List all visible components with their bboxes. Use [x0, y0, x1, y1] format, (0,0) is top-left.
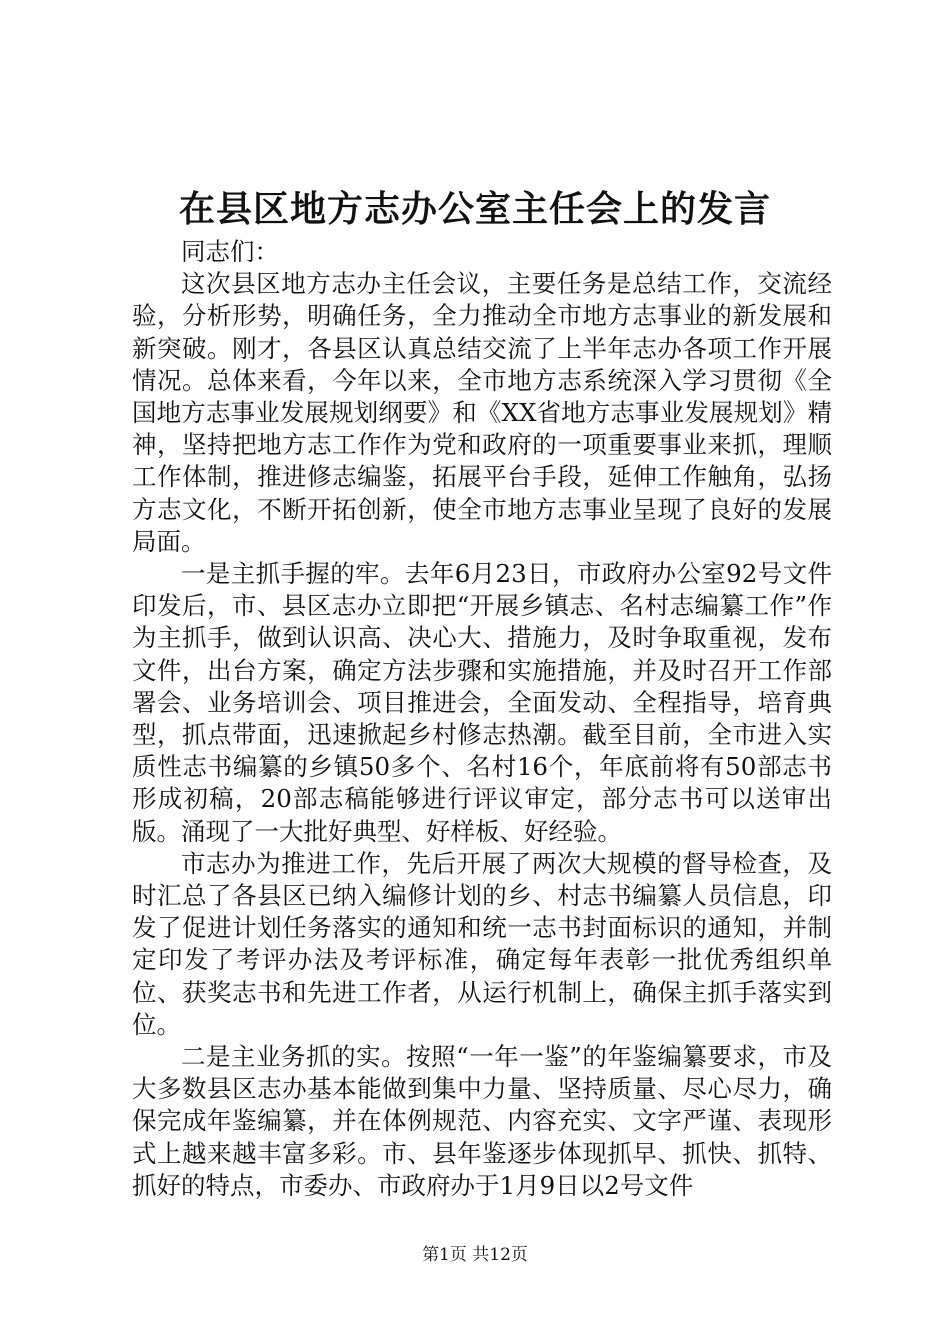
document-body [132, 236, 832, 1202]
paragraph-point-one: 一是主抓手握的牢。去年6月23日，市政府办公室92号文件印发后，市、县区志办立即把“开展乡镇志、名村志编纂工作”作为主抓手，做到认识高、决心大、措施力，及时争取重视，发布文件，出台方案，确定方法步骤和实施措施，并及时召开工作部署会、业务培训会、项目推进会，全面发动、全程指导，培育典型，抓点带面，迅速掀起乡村修志热潮。截至目前，全市进入实质性志书编纂的乡镇50多个、名村16个，年底前将有50部志书形成初稿，20部志稿能够进行评议审定，部分志书可以送审出版。涌现了一大批好典型、好样板、好经验。 [132, 559, 832, 846]
paragraph-intro: 这次县区地方志办主任会议，主要任务是总结工作，交流经验，分析形势，明确任务，全力推动全市地方志事业的新发展和新突破。刚才，各县区认真总结交流了上半年志办各项工作开展情况。总体来看，今年以来，全市地方志系统深入学习贯彻《全国地方志事业发展规划纲要》和《XX省地方志事业发展规划》精神，坚持把地方志工作作为党和政府的一项重要事业来抓，理顺工作体制，推进修志编鉴，拓展平台手段，延伸工作触角，弘扬方志文化，不断开拓创新，使全市地方志事业呈现了良好的发展局面。 [132, 269, 832, 556]
page-footer: 第1页 共12页 [422, 1245, 528, 1265]
salutation: 同志们： [181, 237, 279, 266]
document-title: 在县区地方志办公室主任会上的发言 [178, 188, 771, 230]
paragraph-point-two: 二是主业务抓的实。按照“一年一鉴”的年鉴编纂要求，市及大多数县区志办基本能做到集中力量、坚持质量、尽心尽力，确保完成年鉴编纂，并在体例规范、内容充实、文字严谨、表现形式上越来越丰富多彩。市、县年鉴逐步体现抓早、抓快、抓特、抓好的特点，市委办、市政府办于1月9日以2号文件 [132, 1042, 832, 1200]
paragraph-city-office: 市志办为推进工作，先后开展了两次大规模的督导检查，及时汇总了各县区已纳入编修计划的乡、村志书编纂人员信息，印发了促进计划任务落实的通知和统一志书封面标识的通知，并制定印发了考评办法及考评标准，确定每年表彰一批优秀组织单位、获奖志书和先进工作者，从运行机制上，确保主抓手落实到位。 [132, 848, 832, 1039]
